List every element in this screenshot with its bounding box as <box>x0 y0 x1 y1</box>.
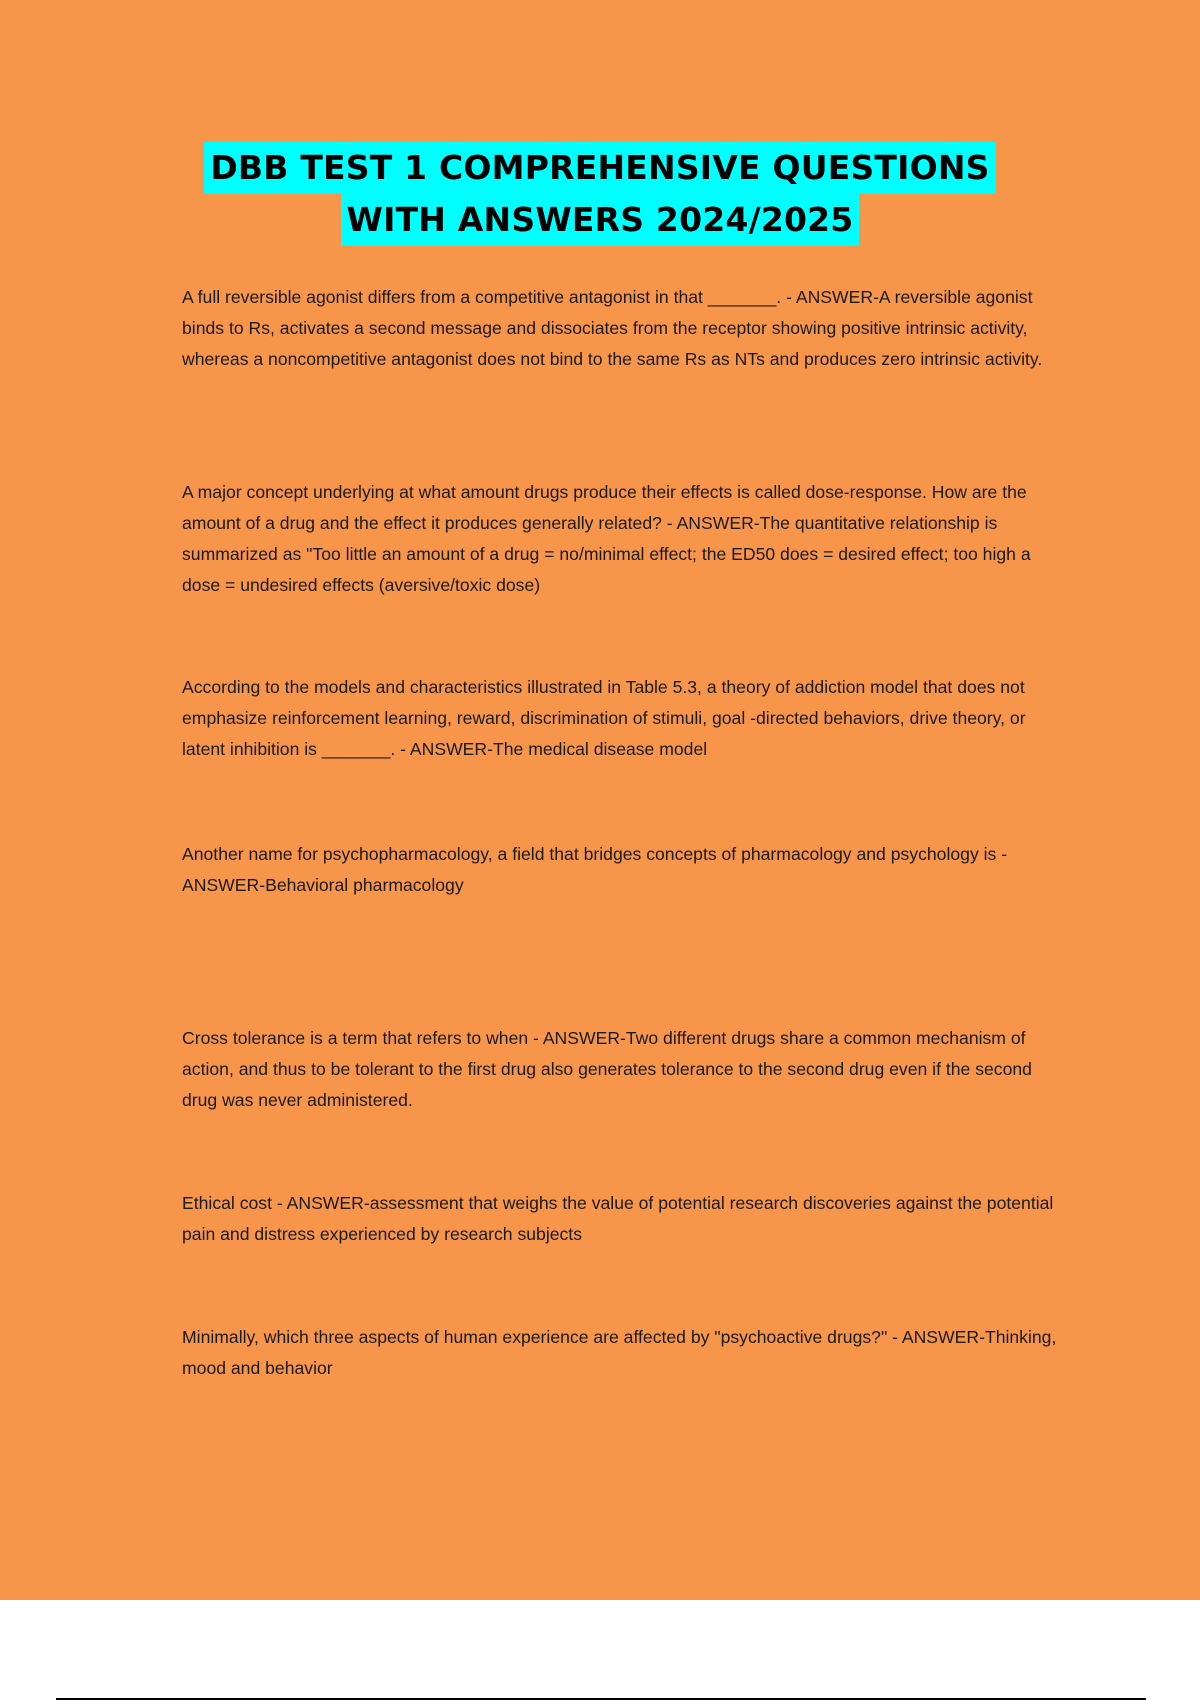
qa-entry-7: Minimally, which three aspects of human experience are affected by "psychoactive drugs?" - ANSWER-Thinking, mood and behavior <box>182 1327 1057 1378</box>
document-title <box>0 142 1200 246</box>
qa-entry-5: Cross tolerance is a term that refers to when - ANSWER-Two different drugs share a common mechanism of action, and thus to be tolerant to the first drug also generates tolerance to the second drug even if the second drug was never administered. <box>182 1028 1032 1110</box>
qa-entry-4: Another name for psychopharmacology, a field that bridges concepts of pharmacology and psychology is - ANSWER-Behavioral pharmacology <box>182 844 1008 895</box>
qa-entry-3: According to the models and characteristics illustrated in Table 5.3, a theory of addiction model that does not emphasize reinforcement learning, reward, discrimination of stimuli, goal -directed behaviors, drive theory, or latent inhibition is _______. - ANSWER-The medical disease model <box>182 677 1026 759</box>
qa-entry-1: A full reversible agonist differs from a competitive antagonist in that _______. - ANSWER-A reversible agonist binds to Rs, activates a second message and dissociates from the receptor showing positive intrinsic activity, whereas a noncompetitive antagonist does not bind to the same Rs as NTs and produces zero intrinsic activity. <box>182 287 1043 369</box>
title-line-2: WITH ANSWERS 2024/2025 <box>341 194 860 246</box>
qa-entry-2: A major concept underlying at what amount drugs produce their effects is called dose-response. How are the amount of a drug and the effect it produces generally related? - ANSWER-The quantitative relationship is summarized as "Too little an amount of a drug = no/minimal effect; the ED50 does = desired effect; too high a dose = undesired effects (aversive/toxic dose) <box>182 482 1031 595</box>
title-line-1: DBB TEST 1 COMPREHENSIVE QUESTIONS <box>204 142 995 194</box>
qa-entry-6: Ethical cost - ANSWER-assessment that weighs the value of potential research discoveries against the potential pain and distress experienced by research subjects <box>182 1193 1054 1244</box>
